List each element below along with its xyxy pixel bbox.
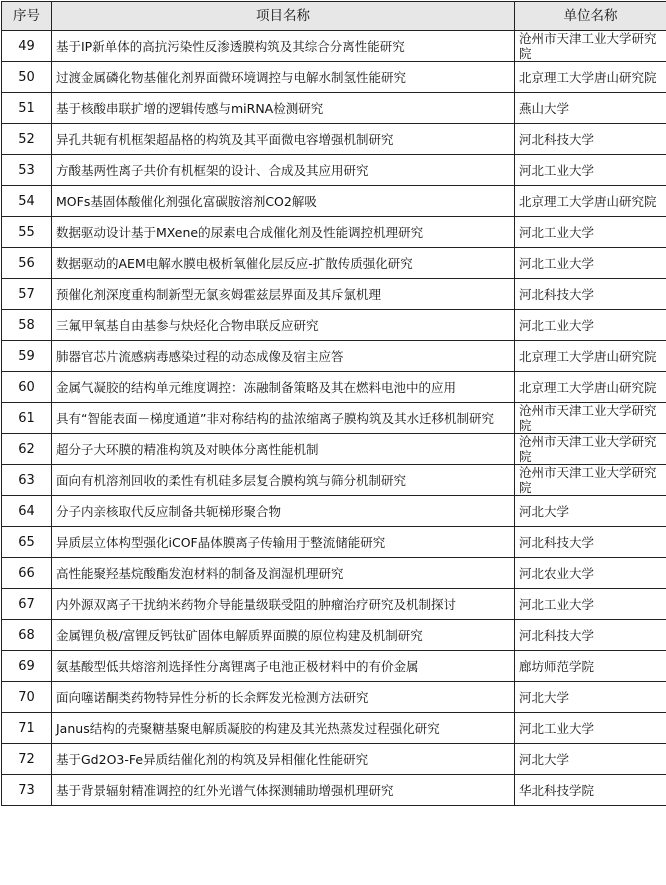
row-number: 62 xyxy=(2,434,52,465)
row-number: 71 xyxy=(2,713,52,744)
unit-name-cell: 北京理工大学唐山研究院 xyxy=(515,186,666,217)
unit-name-cell: 沧州市天津工业大学研究院 xyxy=(515,403,666,434)
table-row xyxy=(2,310,666,341)
project-name-cell: 分子内亲核取代反应制备共轭梯形聚合物 xyxy=(52,496,515,527)
row-number: 72 xyxy=(2,744,52,775)
project-name-cell: 面向有机溶剂回收的柔性有机硅多层复合膜构筑与筛分机制研究 xyxy=(52,465,515,496)
unit-name-cell: 北京理工大学唐山研究院 xyxy=(515,62,666,93)
table-row xyxy=(2,434,666,465)
project-name-cell: 异孔共轭有机框架超晶格的构筑及其平面微电容增强机制研究 xyxy=(52,124,515,155)
table-row xyxy=(2,93,666,124)
row-number: 73 xyxy=(2,775,52,806)
unit-name-cell: 河北科技大学 xyxy=(515,620,666,651)
project-name-cell: 氨基酸型低共熔溶剂选择性分离锂离子电池正极材料中的有价金属 xyxy=(52,651,515,682)
row-number: 61 xyxy=(2,403,52,434)
table-row xyxy=(2,775,666,806)
table-row xyxy=(2,465,666,496)
row-number: 65 xyxy=(2,527,52,558)
row-number: 54 xyxy=(2,186,52,217)
row-number: 55 xyxy=(2,217,52,248)
row-number: 49 xyxy=(2,31,52,62)
project-name-cell: Janus结构的壳聚糖基聚电解质凝胶的构建及其光热蒸发过程强化研究 xyxy=(52,713,515,744)
row-number: 67 xyxy=(2,589,52,620)
project-name-cell: 内外源双离子干扰纳米药物介导能量级联受阻的肿瘤治疗研究及机制探讨 xyxy=(52,589,515,620)
table-row xyxy=(2,31,666,62)
table-row xyxy=(2,279,666,310)
unit-name-cell: 华北科技学院 xyxy=(515,775,666,806)
row-number: 58 xyxy=(2,310,52,341)
project-name-cell: 超分子大环膜的精准构筑及对映体分离性能机制 xyxy=(52,434,515,465)
header-row xyxy=(2,2,666,31)
project-name-cell: 金属锂负极/富锂反钙钛矿固体电解质界面膜的原位构建及机制研究 xyxy=(52,620,515,651)
table-row xyxy=(2,527,666,558)
project-name-cell: 异质层立体构型强化iCOF晶体膜离子传输用于整流储能研究 xyxy=(52,527,515,558)
unit-name-cell: 河北工业大学 xyxy=(515,310,666,341)
row-number: 52 xyxy=(2,124,52,155)
project-name-cell: 高性能聚羟基烷酸酯发泡材料的制备及润湿机理研究 xyxy=(52,558,515,589)
unit-name-cell: 沧州市天津工业大学研究院 xyxy=(515,31,666,62)
unit-name-cell: 河北科技大学 xyxy=(515,124,666,155)
header-number: 序号 xyxy=(2,2,52,31)
unit-name-cell: 沧州市天津工业大学研究院 xyxy=(515,434,666,465)
project-list-table xyxy=(1,1,666,806)
project-name-cell: 三氟甲氧基自由基参与炔烃化合物串联反应研究 xyxy=(52,310,515,341)
table-row xyxy=(2,620,666,651)
project-name-cell: 具有“智能表面－梯度通道”非对称结构的盐浓缩离子膜构筑及其水迁移机制研究 xyxy=(52,403,515,434)
unit-name-cell: 河北科技大学 xyxy=(515,527,666,558)
unit-name-cell: 河北大学 xyxy=(515,744,666,775)
table-body xyxy=(2,31,666,806)
project-name-cell: MOFs基固体酸催化剂强化富碳胺溶剂CO2解吸 xyxy=(52,186,515,217)
table-row xyxy=(2,558,666,589)
project-name-cell: 基于Gd2O3-Fe异质结催化剂的构筑及异相催化性能研究 xyxy=(52,744,515,775)
table-row xyxy=(2,155,666,186)
table-row xyxy=(2,682,666,713)
project-name-cell: 方酸基两性离子共价有机框架的设计、合成及其应用研究 xyxy=(52,155,515,186)
row-number: 69 xyxy=(2,651,52,682)
project-name-cell: 基于背景辐射精准调控的红外光谱气体探测辅助增强机理研究 xyxy=(52,775,515,806)
unit-name-cell: 河北工业大学 xyxy=(515,155,666,186)
project-name-cell: 过渡金属磷化物基催化剂界面微环境调控与电解水制氢性能研究 xyxy=(52,62,515,93)
project-name-cell: 基于IP新单体的高抗污染性反渗透膜构筑及其综合分离性能研究 xyxy=(52,31,515,62)
table-row xyxy=(2,589,666,620)
row-number: 57 xyxy=(2,279,52,310)
table-row xyxy=(2,248,666,279)
unit-name-cell: 河北工业大学 xyxy=(515,248,666,279)
table-row xyxy=(2,496,666,527)
unit-name-cell: 河北工业大学 xyxy=(515,589,666,620)
row-number: 53 xyxy=(2,155,52,186)
unit-name-cell: 河北工业大学 xyxy=(515,713,666,744)
table-row xyxy=(2,403,666,434)
project-name-cell: 面向噻诺酮类药物特异性分析的长余辉发光检测方法研究 xyxy=(52,682,515,713)
project-name-cell: 基于核酸串联扩增的逻辑传感与miRNA检测研究 xyxy=(52,93,515,124)
unit-name-cell: 北京理工大学唐山研究院 xyxy=(515,372,666,403)
unit-name-cell: 燕山大学 xyxy=(515,93,666,124)
project-name-cell: 预催化剂深度重构制新型无氯亥姆霍兹层界面及其斥氯机理 xyxy=(52,279,515,310)
table-row xyxy=(2,62,666,93)
row-number: 66 xyxy=(2,558,52,589)
row-number: 64 xyxy=(2,496,52,527)
unit-name-cell: 北京理工大学唐山研究院 xyxy=(515,341,666,372)
project-name-cell: 肺器官芯片流感病毒感染过程的动态成像及宿主应答 xyxy=(52,341,515,372)
unit-name-cell: 河北农业大学 xyxy=(515,558,666,589)
table-row xyxy=(2,217,666,248)
project-name-cell: 数据驱动的AEM电解水膜电极析氧催化层反应-扩散传质强化研究 xyxy=(52,248,515,279)
table-row xyxy=(2,744,666,775)
header-project-name: 项目名称 xyxy=(52,2,515,31)
row-number: 68 xyxy=(2,620,52,651)
unit-name-cell: 河北工业大学 xyxy=(515,217,666,248)
table-row xyxy=(2,124,666,155)
row-number: 56 xyxy=(2,248,52,279)
project-name-cell: 金属气凝胶的结构单元维度调控：冻融制备策略及其在燃料电池中的应用 xyxy=(52,372,515,403)
table-header xyxy=(2,2,666,31)
table-row xyxy=(2,186,666,217)
unit-name-cell: 河北科技大学 xyxy=(515,279,666,310)
table-row xyxy=(2,341,666,372)
row-number: 63 xyxy=(2,465,52,496)
row-number: 50 xyxy=(2,62,52,93)
table-row xyxy=(2,713,666,744)
row-number: 70 xyxy=(2,682,52,713)
row-number: 59 xyxy=(2,341,52,372)
unit-name-cell: 廊坊师范学院 xyxy=(515,651,666,682)
project-name-cell: 数据驱动设计基于MXene的尿素电合成催化剂及性能调控机理研究 xyxy=(52,217,515,248)
row-number: 60 xyxy=(2,372,52,403)
unit-name-cell: 河北大学 xyxy=(515,496,666,527)
header-unit-name: 单位名称 xyxy=(515,2,666,31)
table-row xyxy=(2,372,666,403)
row-number: 51 xyxy=(2,93,52,124)
table-row xyxy=(2,651,666,682)
unit-name-cell: 沧州市天津工业大学研究院 xyxy=(515,465,666,496)
unit-name-cell: 河北大学 xyxy=(515,682,666,713)
